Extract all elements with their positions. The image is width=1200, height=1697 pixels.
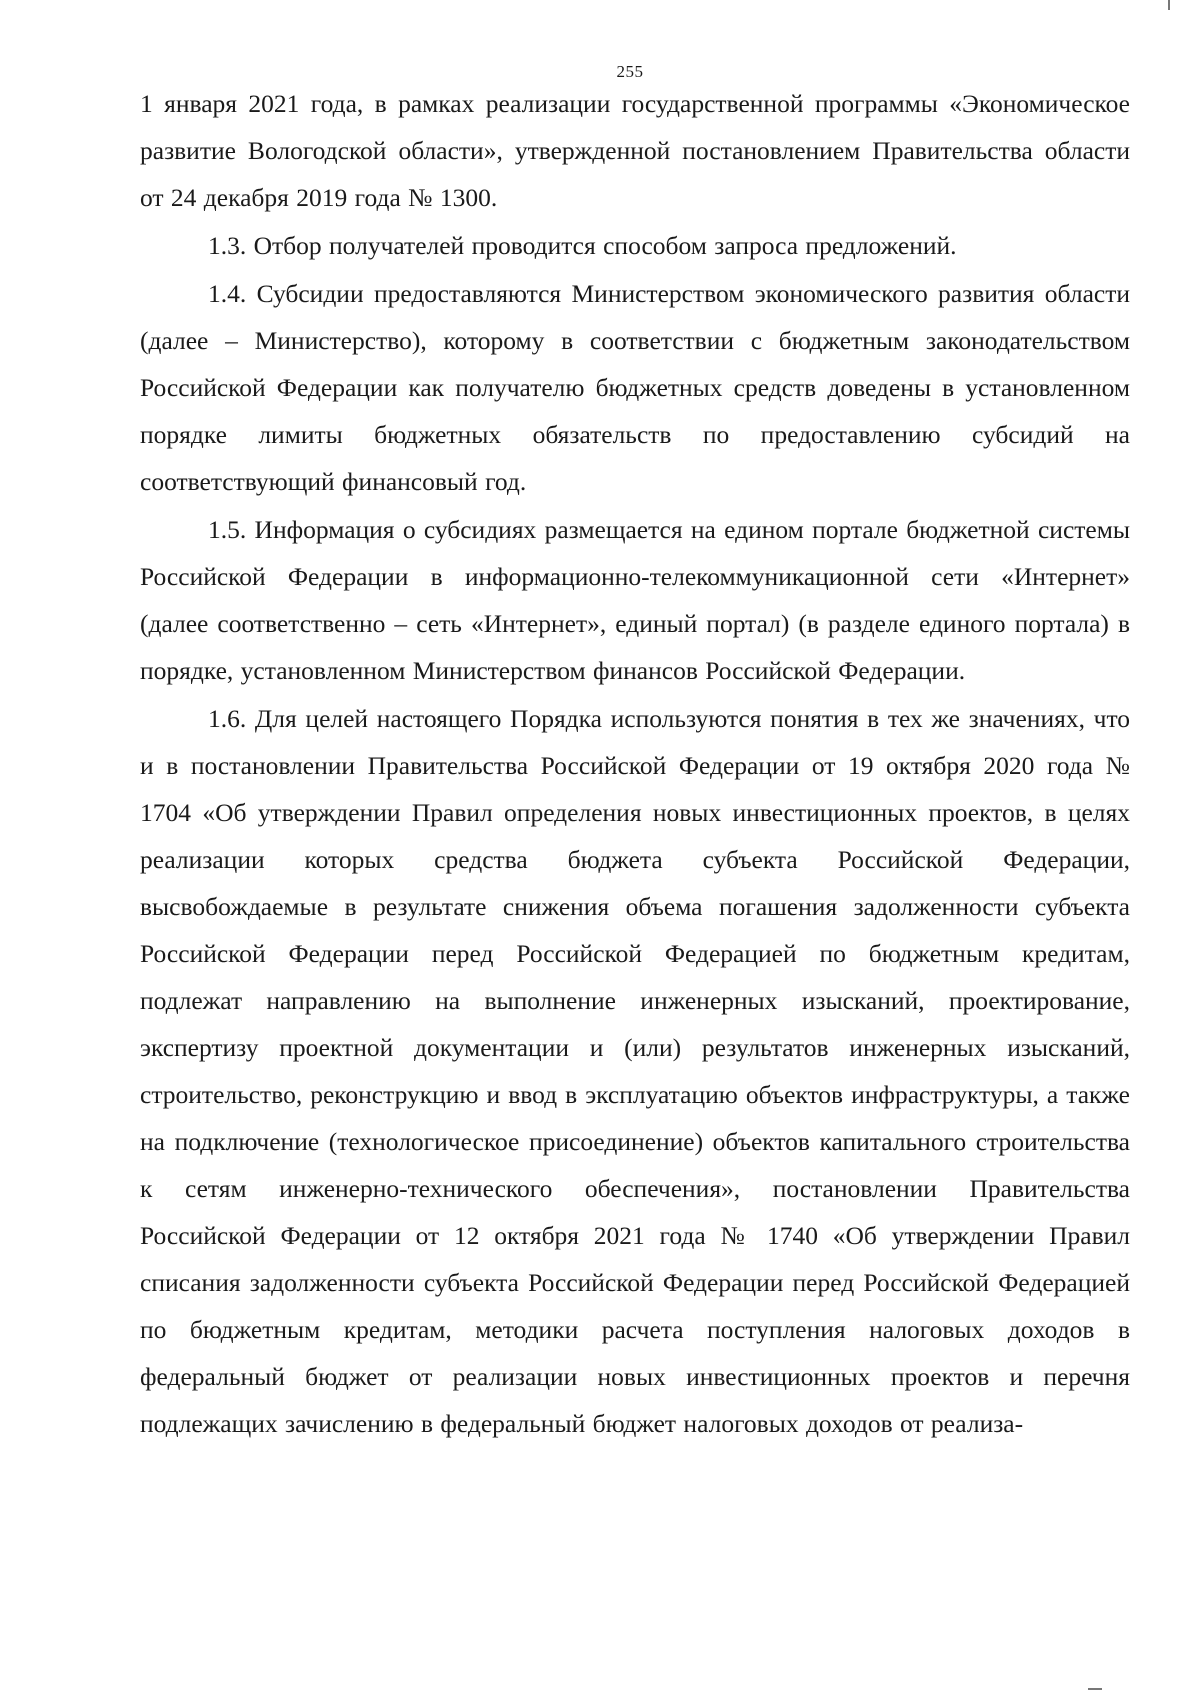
paragraph-1-6: 1.6. Для целей настоящего Порядка используются понятия в тех же значениях, что и в постановлении Правительства Российской Федерации от 19 октября 2020 года № 1704 «Об утверждении Правил определения новых инвестиционных проектов, в целях реализации которых средства бюджета субъекта Российской Федерации, высвобождаемые в результате снижения объема погашения задолженности субъекта Российской Федерации перед Российской Федерацией по бюджетным кредитам, подлежат направлению на выполнение инженерных изысканий, проектирование, экспертизу проектной документации и (или) результатов инженерных изысканий, строительство, реконструкцию и ввод в эксплуатацию объектов инфраструктуры, а также на подключение (технологическое присоединение) объектов капитального строительства к сетям инженерно-технического обеспечения», постановлении Правительства Российской Федерации от 12 октября 2021 года № 1740 «Об утверждении Правил списания задолженности субъекта Российской Федерации перед Российской Федерацией по бюджетным кредитам, методики расчета поступления налоговых доходов в федеральный бюджет от реализации новых инвестиционных проектов и перечня подлежащих зачислению в федеральный бюджет налоговых доходов от реализа- (140, 704, 1130, 1438)
paragraph-1-3: 1.3. Отбор получателей проводится способом запроса предложений. (208, 231, 957, 260)
page-number: 255 (616, 62, 644, 81)
scan-artifact-top-right (1168, 0, 1170, 10)
scan-artifact-bottom-right (1088, 1688, 1102, 1690)
paragraph-continuation: 1 января 2021 года, в рамках реализации государственной программы «Экономическое развитие Вологодской области», утвержденной постановлением Правительства области от 24 декабря 2019 года № 1300. (140, 89, 1130, 212)
paragraph-1-5: 1.5. Информация о субсидиях размещается на едином портале бюджетной системы Российской Федерации в информационно-телекоммуникационной сети «Интернет» (далее соответственно – сеть «Интернет», единый портал) (в разделе единого портала) в порядке, установленном Министерством финансов Российской Федерации. (140, 515, 1130, 685)
paragraph-1-4: 1.4. Субсидии предоставляются Министерством экономического развития области (далее – Министерство), которому в соответствии с бюджетным законодательством Российской Федерации как получателю бюджетных средств доведены в установленном порядке лимиты бюджетных обязательств по предоставлению субсидий на соответствующий финансовый год. (140, 279, 1130, 496)
document-body (140, 80, 1130, 1448)
